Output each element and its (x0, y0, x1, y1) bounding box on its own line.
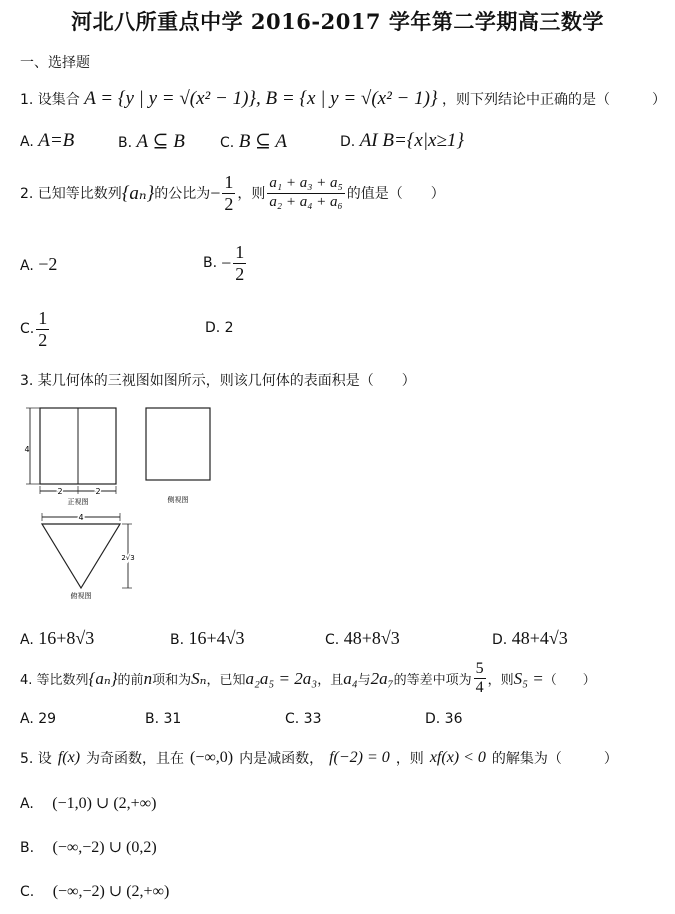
q1-option-c[interactable]: C. B ⊆ A (220, 131, 287, 152)
q4-option-a[interactable]: A. 29 (20, 711, 57, 727)
q2-ratio-text: 的公比为 (154, 186, 211, 203)
q4-option-c[interactable]: C. 33 (285, 711, 322, 727)
question-4: 4. 等比数列 {aₙ} 的前 n 项和为 Sₙ ，已知 a₂a₅ = 2a₃ ，且 a₄ 与 2a₇ 的等差中项为 $\frac{5}{4}$ ，则 S₅ = （ ） (20, 660, 596, 697)
q1-option-d[interactable]: D. AI B={x|x≥1} (340, 130, 465, 151)
section-heading: 一、选择题 (20, 55, 90, 71)
q2-stem: 2. 已知等比数列 (20, 186, 122, 203)
q2-main-fraction: $\frac{\text{a₁ + a₃ + a₅}}{\text{a₂ + a₄ + a₆}}$ (269, 175, 343, 210)
q4-option-d[interactable]: D. 36 (425, 711, 463, 727)
q1-stem: 1. 设集合 (20, 92, 80, 108)
question-5: 5. 设 f(x) 为奇函数，且在 (−∞,0) 内是减函数， f(−2) = 0 ，则 xf(x) < 0 的解集为（ ） (20, 749, 618, 767)
top-width-label: 4 (78, 513, 84, 522)
q3-option-b[interactable]: B. 16+4√3 (170, 628, 245, 648)
three-view-figure (20, 400, 220, 602)
q2-option-a[interactable]: A. −2 (20, 254, 58, 274)
side-view-label: 侧视图 (167, 496, 189, 504)
top-view-triangle (42, 524, 120, 588)
question-3: 3. 某几何体的三视图如图所示，则该几何体的表面积是（ ） (20, 373, 416, 389)
front-view-label: 正视图 (67, 498, 89, 506)
width-left-label: 2 (57, 487, 63, 496)
q1-tail: ，则下列结论中正确的是（ ） (442, 92, 667, 108)
page-title: 河北八所重点中学 2016-2017 学年第二学期高三数学 (71, 9, 604, 34)
width-right-label: 2 (95, 487, 101, 496)
question-2: 2. 已知等比数列 {aₙ} 的公比为 − $\frac{1}{2}$ ，则 $\frac{\text{a₁ + a₃ + a₅}}{\text{a₂ + a₄ + a₆}}$ 的值是（ ） (20, 172, 445, 214)
q2-seq: {aₙ} (121, 182, 155, 204)
q1-option-b[interactable]: B. A ⊆ B (118, 131, 185, 152)
q2-option-c[interactable]: C. $\frac{1}{2}$ (20, 308, 48, 350)
side-view-rect (146, 408, 210, 480)
q5-option-b[interactable]: B. (−∞,−2) ∪ (0,2) (20, 839, 157, 856)
top-height-label: 2√3 (121, 554, 135, 562)
height-label: 4 (24, 445, 30, 454)
q3-option-d[interactable]: D. 48+4√3 (492, 628, 568, 648)
q5-option-a[interactable]: A. (−1,0) ∪ (2,+∞) (20, 795, 157, 812)
q2-tail: 的值是（ ） (346, 186, 445, 203)
q2-ratio-fraction: $\frac{1}{2}$ (224, 172, 234, 214)
q4-option-b[interactable]: B. 31 (145, 711, 182, 727)
q5-option-c[interactable]: C. (−∞,−2) ∪ (2,+∞) (20, 883, 170, 900)
q2-option-b[interactable]: B. − $\frac{1}{2}$ (203, 242, 245, 284)
q3-option-c[interactable]: C. 48+8√3 (325, 628, 400, 648)
top-view-label: 俯视图 (70, 592, 92, 600)
q1-option-a[interactable]: A. A=B (20, 130, 75, 151)
question-1 (20, 88, 666, 110)
q2-option-d[interactable]: D. 2 (205, 320, 234, 336)
q1-math: A = {y | y = √(x² − 1)}, B = {x | y = √(x² − 1)} (84, 88, 438, 109)
q3-option-a[interactable]: A. 16+8√3 (20, 628, 95, 648)
